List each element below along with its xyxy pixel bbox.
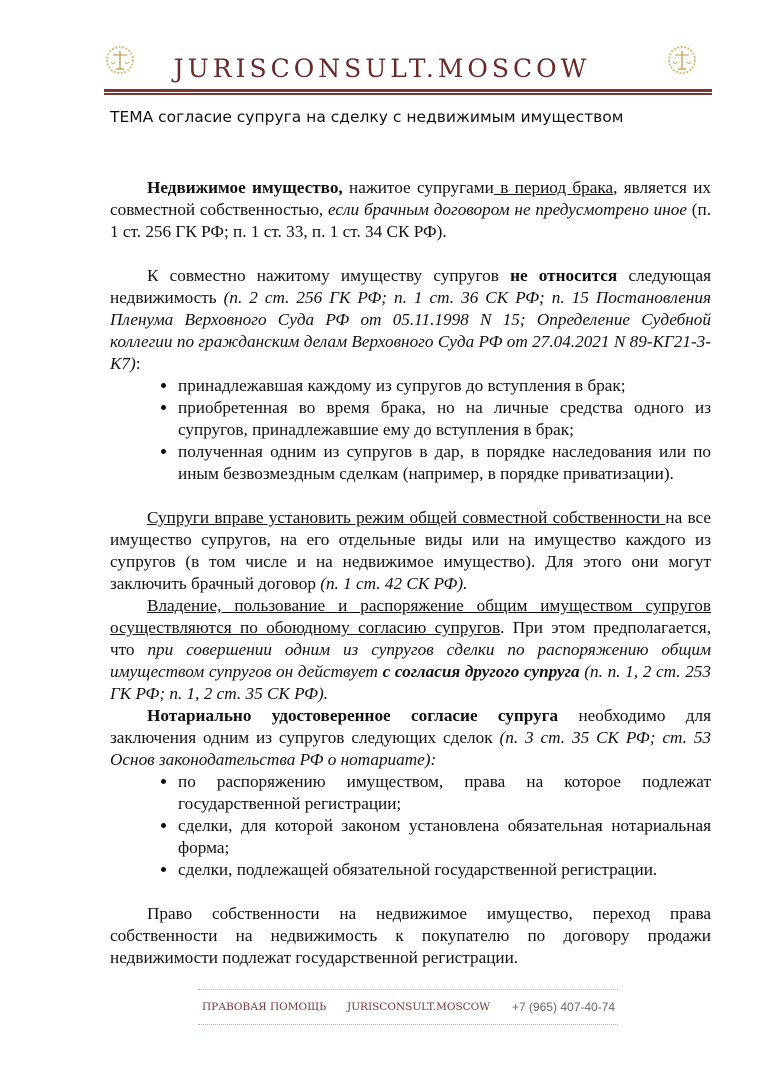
text-run: . При этом предполагается, что — [110, 618, 711, 659]
text-run: если брачным договором не предусмотрено иное — [328, 200, 687, 219]
text-run: , является их совместной собственностью, — [110, 178, 711, 219]
document-topic: ТЕМА согласие супруга на сделку с недвижимым имуществом — [110, 108, 624, 126]
paragraph — [110, 265, 711, 375]
text-run: (п. 1 ст. 256 ГК РФ; п. 1 ст. 33, п. 1 ст. 34 СК РФ). — [110, 200, 712, 241]
page-footer — [198, 989, 618, 1025]
paragraph-gap — [110, 243, 711, 265]
footer-service: ПРАВОВАЯ ПОМОЩЬ — [202, 1001, 327, 1013]
list-item: • по распоряжению имуществом, права на которое подлежат государственной регистрации; — [178, 771, 711, 815]
footer-site-link[interactable]: JURISCONSULT.MOSCOW — [347, 1001, 491, 1013]
list-item: • полученная одним из супругов в дар, в порядке наследования или по иным безвозмездным сделкам (например, в порядке приватизации). — [178, 441, 711, 485]
text-run: в период брака — [493, 178, 614, 197]
text-run: при совершении одним из супругов сделки по распоряжению общим имуществом супругов он действует — [110, 640, 711, 681]
text-run: (п. 2 ст. 256 ГК РФ; п. 1 ст. 36 СК РФ; п. 15 Постановления Пленума Верховного Суда РФ от 05.11.1998 N 15; Определение Судебной коллегии по гражданским делам Верховного Суда РФ от 27.04.2021 N 89-КГ21-3-К7) — [110, 288, 711, 373]
text-run: Недвижимое имущество, — [147, 178, 343, 197]
bullet-list — [110, 771, 711, 881]
text-run: (п. 1 ст. 42 СК РФ). — [320, 574, 468, 593]
list-item: • принадлежавшая каждому из супругов до вступления в брак; — [178, 375, 711, 397]
text-run: нажитое супругами — [342, 178, 494, 197]
text-run: К совместно нажитому имуществу супругов — [147, 266, 511, 285]
paragraph — [110, 705, 711, 771]
text-run: Владение, пользование и распоряжение общим имуществом супругов осуществляются по обоюдному согласию супругов — [110, 596, 711, 637]
scales-of-justice-icon — [667, 44, 697, 76]
paragraph-gap — [110, 881, 711, 903]
text-run: Супруги вправе установить режим общей совместной собственности — [147, 508, 666, 527]
bullet-list — [110, 375, 711, 485]
paragraph — [110, 595, 711, 705]
footer-phone[interactable]: +7 (965) 407-40-74 — [512, 1000, 616, 1014]
text-run: Нотариально удостоверенное согласие супруга — [147, 706, 559, 725]
list-item: • сделки, подлежащей обязательной государственной регистрации. — [178, 859, 711, 881]
paragraph — [110, 507, 711, 595]
list-item: • приобретенная во время брака, но на личные средства одного из супругов, принадлежавшие ему до вступления в брак; — [178, 397, 711, 441]
text-run: не относится — [510, 266, 618, 285]
text-run: следующая недвижимость — [110, 266, 712, 307]
paragraph — [110, 903, 711, 969]
text-run: с согласия другого супруга — [382, 662, 580, 681]
paragraph-gap — [110, 485, 711, 507]
list-item: • сделки, для которой законом установлена обязательная нотариальная форма; — [178, 815, 711, 859]
site-brand-title: JURISCONSULT.MOSCOW — [173, 54, 591, 83]
paragraph — [110, 177, 711, 243]
text-run: на все имущество супругов, на его отдельные виды или на имущество каждого из супругов (в том числе и на недвижимое имущество). Для этого они могут заключить брачный договор — [110, 508, 711, 593]
document-body — [110, 177, 711, 969]
text-run: (п. п. 1, 2 ст. 253 ГК РФ; п. 1, 2 ст. 35 СК РФ). — [110, 662, 711, 703]
text-run: необходимо для заключения одним из супругов следующих сделок — [110, 706, 711, 747]
text-run: (п. 3 ст. 35 СК РФ; ст. 53 Основ законодательства РФ о нотариате): — [110, 728, 712, 769]
text-run: : — [135, 354, 141, 373]
header-divider — [104, 89, 712, 95]
text-run: Право собственности на недвижимое имущество, переход права собственности на недвижимость к покупателю по договору продажи недвижимости подлежат государственной регистрации. — [110, 904, 711, 967]
